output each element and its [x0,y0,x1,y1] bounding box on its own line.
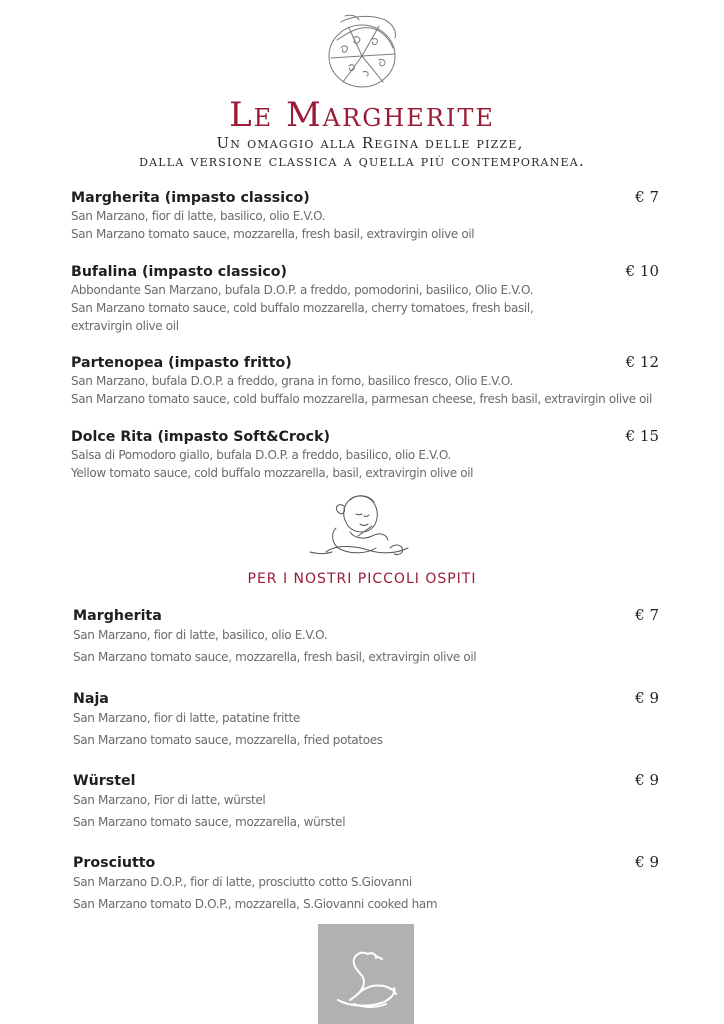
kids-item-margherita [73,605,659,668]
item-description-en: Yellow tomato sauce, cold buffalo mozzarella, basil, extravirgin olive oil [71,466,474,480]
menu-item-dolce-rita [71,426,659,482]
item-name: Partenopea (impasto fritto) [71,355,292,371]
item-description-en: San Marzano tomato sauce, mozzarella, würstel [73,814,346,829]
item-name: Margherita [73,608,162,624]
item-name: Bufalina (impasto classico) [71,264,288,280]
item-description-en: San Marzano tomato sauce, mozzarella, fried potatoes [73,732,383,747]
item-name: Prosciutto [73,855,156,871]
item-description-it: San Marzano, fior di latte, basilico, olio E.V.O. [73,628,328,642]
item-description-en: San Marzano tomato D.O.P., mozzarella, S.Giovanni cooked ham [73,896,438,911]
item-description-en: San Marzano tomato sauce, cold buffalo mozzarella, cherry tomatoes, fresh basil, [71,301,534,315]
pizza-line-drawing-icon [319,12,405,94]
item-name: Naja [73,691,109,707]
menu-title: Le Margherite [229,95,495,135]
item-description-en: San Marzano tomato sauce, mozzarella, fresh basil, extravirgin olive oil [71,227,475,241]
item-price: € 7 [635,188,659,206]
swan-logo-box [318,924,414,1024]
kids-item-naja [73,688,659,751]
kids-section-title: PER I NOSTRI PICCOLI OSPITI [247,571,477,587]
item-price: € 9 [635,853,659,871]
item-name: Margherita (impasto classico) [71,190,310,206]
menu-subtitle-line-2: dalla versione classica a quella più contemporanea. [139,152,585,170]
item-name: Dolce Rita (impasto Soft&Crock) [71,429,330,445]
item-description-en: San Marzano tomato sauce, cold buffalo mozzarella, parmesan cheese, fresh basil, extravirgin olive oil [71,392,653,406]
item-description-it: San Marzano, Fior di latte, würstel [73,793,266,807]
menu-item-bufalina [71,261,659,335]
item-price: € 7 [635,606,659,624]
menu-item-partenopea [71,352,659,408]
child-eating-line-drawing-icon [306,492,416,562]
item-price: € 9 [635,689,659,707]
item-price: € 15 [625,427,659,445]
kids-item-prosciutto [73,852,659,915]
item-description-en-continued: extravirgin olive oil [71,319,179,333]
item-description-it: Abbondante San Marzano, bufala D.O.P. a freddo, pomodorini, basilico, Olio E.V.O. [71,283,534,297]
kids-item-wurstel [73,770,659,833]
item-description-it: San Marzano D.O.P., fior di latte, prosciutto cotto S.Giovanni [73,875,412,889]
menu-item-margherita [71,187,659,243]
menu-subtitle-line-1: Un omaggio alla Regina delle pizze, [216,134,524,152]
swan-logo-icon [318,924,414,1024]
item-description-it: Salsa di Pomodoro giallo, bufala D.O.P. a freddo, basilico, olio E.V.O. [71,448,451,462]
item-price: € 9 [635,771,659,789]
item-name: Würstel [73,773,136,789]
item-price: € 10 [625,262,659,280]
item-description-en: San Marzano tomato sauce, mozzarella, fresh basil, extravirgin olive oil [73,649,477,664]
item-description-it: San Marzano, fior di latte, basilico, olio E.V.O. [71,209,326,223]
item-description-it: San Marzano, bufala D.O.P. a freddo, grana in forno, basilico fresco, Olio E.V.O. [71,374,513,388]
item-description-it: San Marzano, fior di latte, patatine fritte [73,711,300,725]
item-price: € 12 [625,353,659,371]
